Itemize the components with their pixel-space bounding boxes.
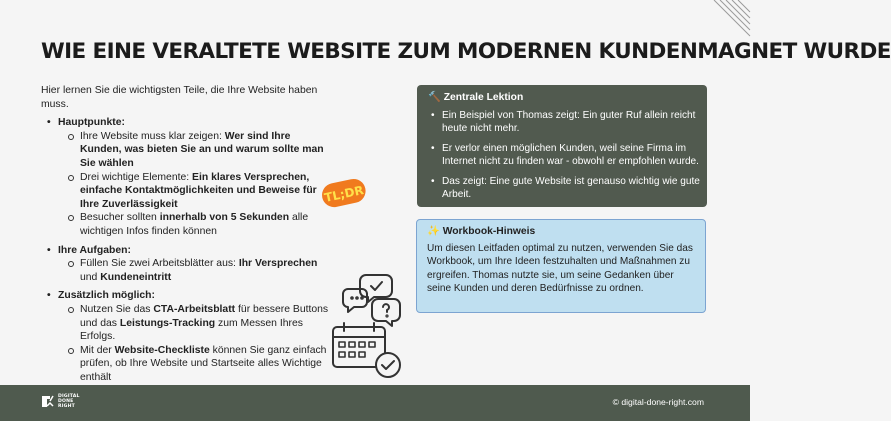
page-title: WIE EINE VERALTETE WEBSITE ZUM MODERNEN KUNDENMAGNET WURDE [41, 39, 891, 64]
tldr-badge [318, 172, 370, 216]
section-main-points [41, 116, 331, 238]
list-item: Besucher sollten innerhalb von 5 Sekunden alle wichtigen Infos finden können [58, 211, 331, 238]
logo-text: DIGITAL DONE RIGHT [58, 394, 80, 409]
section-optional [41, 289, 331, 384]
section-tasks [41, 244, 331, 285]
section-heading: Zusätzlich möglich: [58, 290, 155, 302]
lesson-heading: 🔨 Zentrale Lektion [428, 92, 524, 103]
section-heading: Hauptpunkte: [58, 117, 125, 129]
copyright-text: © digital-done-right.com [612, 397, 704, 407]
list-item: • Ein Beispiel von Thomas zeigt: Ein guter Ruf allein reicht heute nicht mehr. [428, 109, 700, 136]
list-item: • Er verlor einen möglichen Kunden, weil seine Firma im Internet nicht zu finden war - obwohl er empfohlen wurde. [428, 142, 700, 169]
workbook-heading: ✨ Workbook-Hinweis [427, 226, 536, 237]
footer-bar [0, 385, 750, 421]
list-item: • Das zeigt: Eine gute Website ist genauso wichtig wie gute Arbeit. [428, 175, 700, 202]
logo-mark-icon [41, 394, 55, 409]
lesson-list [428, 109, 700, 207]
lesson-card [417, 85, 707, 207]
chat-calendar-illustration [330, 273, 410, 381]
list-item: Nutzen Sie das CTA-Arbeitsblatt für bessere Buttons und das Leistungs-Tracking zum Messen Ihres Erfolgs. [58, 303, 331, 344]
sparkle-icon: ✨ [427, 226, 440, 237]
intro-text: Hier lernen Sie die wichtigsten Teile, die Ihre Website haben muss. [41, 85, 318, 110]
decorative-lines [710, 0, 750, 42]
brand-logo[interactable] [41, 392, 81, 414]
section-list [41, 116, 331, 384]
section-heading: Ihre Aufgaben: [58, 244, 131, 256]
workbook-card [416, 219, 706, 313]
summary-column [41, 84, 331, 389]
list-item: Drei wichtige Elemente: Ein klares Versprechen, einfache Kontaktmöglichkeiten und Beweise für Ihre Zuverlässigkeit [58, 171, 331, 212]
tldr-text: TL;DR [323, 183, 365, 205]
workbook-text: Um diesen Leitfaden optimal zu nutzen, verwenden Sie das Workbook, um Ihre Ideen festzuhalten und Maßnahmen zu ergreifen. Thomas nutzte sie, um seine Gedanken über seine Kunden und deren Bedürfnisse zu ordnen. [427, 243, 693, 295]
list-item: Füllen Sie zwei Arbeitsblätter aus: Ihr Versprechen und Kundeneintritt [58, 257, 331, 284]
list-item: Mit der Website-Checkliste können Sie ganz einfach prüfen, ob Ihre Website und Startseite alles Wichtige enthält [58, 344, 331, 385]
hammer-icon: 🔨 [428, 92, 441, 103]
list-item: Ihre Website muss klar zeigen: Wer sind Ihre Kunden, was bieten Sie an und warum sollte man Sie wählen [58, 130, 331, 171]
